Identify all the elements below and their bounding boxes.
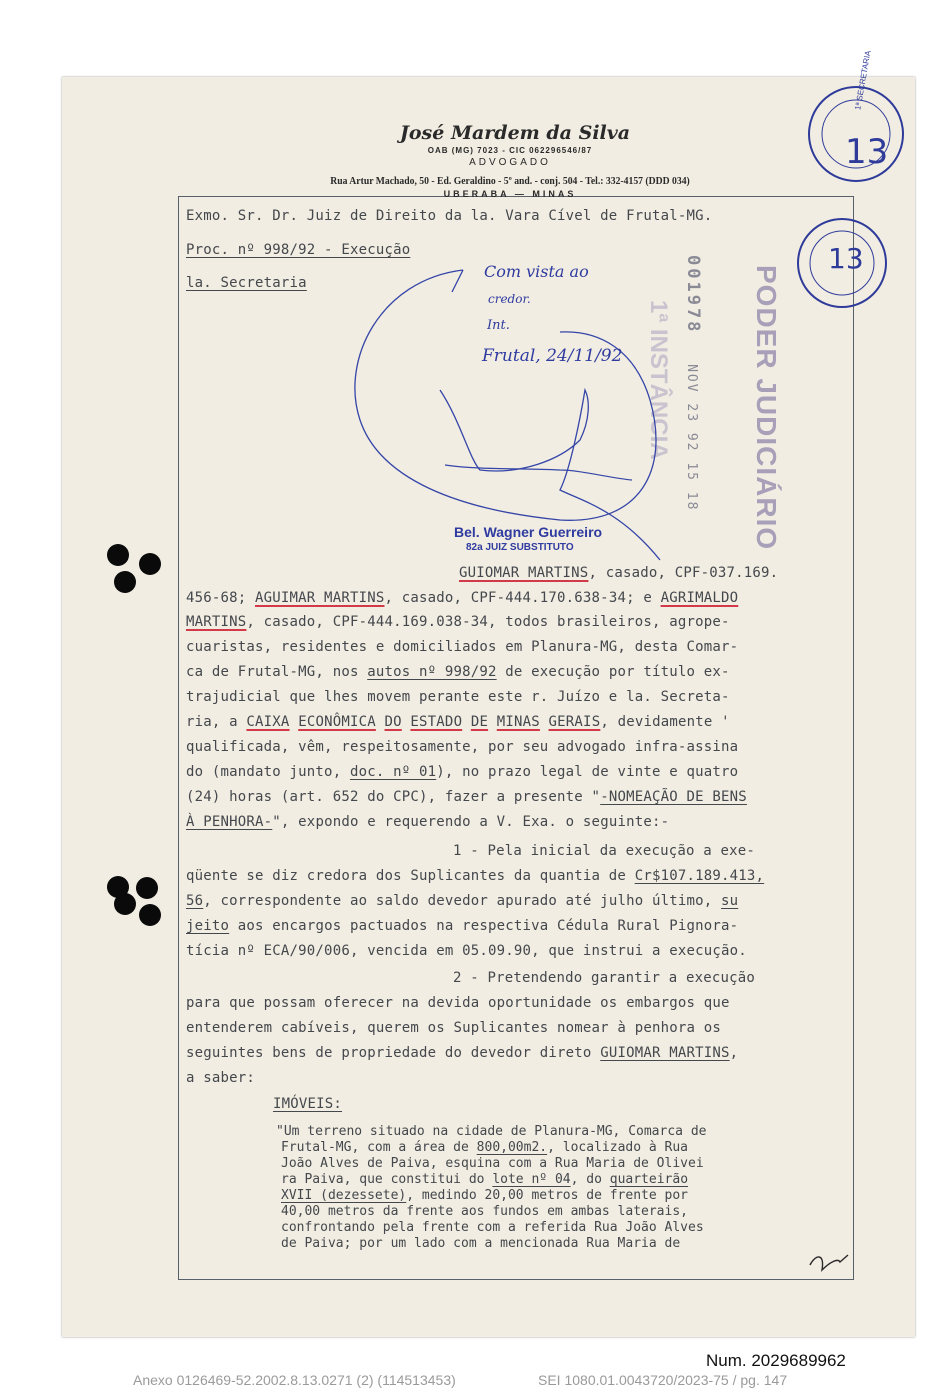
body-line: a saber: [186, 1070, 256, 1086]
dispatch-line: Int. [487, 318, 510, 333]
protocol-date: NOV 23 92 15 18 [684, 364, 699, 512]
dispatch-date: Frutal, 24/11/92 [482, 346, 623, 366]
body-line: ca de Frutal-MG, nos autos nº 998/92 de execução por título ex- [186, 664, 730, 680]
dispatch-line: Com vista ao [484, 262, 589, 281]
quote-line: Frutal-MG, com a área de 800,00m2., localizado à Rua [281, 1140, 689, 1155]
body-line: para que possam oferecer na devida oportunidade os embargos que [186, 995, 730, 1011]
body-line: 1 - Pela inicial da execução a exe- [453, 843, 756, 859]
punch-hole [139, 553, 161, 575]
punch-hole [139, 904, 161, 926]
svg-text:1ª SECRETARIA: 1ª SECRETARIA [853, 49, 873, 111]
body-line: seguintes bens de propriedade do devedor direto GUIOMAR MARTINS, [186, 1045, 739, 1061]
document-number: Num. 2029689962 [706, 1351, 846, 1370]
body-line: do (mandato junto, doc. nº 01), no prazo legal de vinte e quatro [186, 764, 739, 780]
letterhead-registration: OAB (MG) 7023 - CIC 062296546/87 [427, 146, 593, 155]
quote-line: João Alves de Paiva, esquina com a Rua Maria de Olivei [281, 1156, 704, 1171]
letterhead-address: Rua Artur Machado, 50 - Ed. Geraldino - 5º and. - conj. 504 - Tel.: 332-4157 (DDD 034) [330, 175, 690, 187]
process-number: Proc. nº 998/92 - Execução [186, 242, 411, 258]
body-line: GUIOMAR MARTINS, casado, CPF-037.169. [459, 565, 779, 581]
court-stamp: PODER JUDICIÁRIO [751, 265, 782, 551]
addressee: Exmo. Sr. Dr. Juiz de Direito da la. Vara Cível de Frutal-MG. [186, 208, 713, 224]
body-line: trajudicial que lhes movem perante este r. Juízo e la. Secreta- [186, 689, 730, 705]
letterhead-city: UBERABA — MINAS [443, 189, 577, 199]
seal-page-number: 13 [828, 242, 864, 275]
quote-line: confrontando pela frente com a referida Rua João Alves [281, 1220, 704, 1235]
body-line: jeito aos encargos pactuados na respectiva Cédula Rural Pignora- [186, 918, 739, 934]
judge-name: Bel. Wagner Guerreiro [454, 524, 603, 540]
quote-line: XVII (dezessete), medindo 20,00 metros de frente por [281, 1188, 688, 1203]
body-line: À PENHORA-", expondo e requerendo a V. Exa. o seguinte:- [186, 814, 670, 830]
punch-hole [114, 571, 136, 593]
dispatch-line: credor. [488, 292, 531, 306]
letterhead-name: José Mardem da Silva [399, 122, 631, 144]
body-line: 56, correspondente ao saldo devedor apurado até julho último, su [186, 893, 739, 909]
sei-reference: SEI 1080.01.0043720/2023-75 / pg. 147 [538, 1372, 788, 1388]
body-line: cuaristas, residentes e domiciliados em Planura-MG, desta Comar- [186, 639, 739, 655]
body-line: ria, a CAIXA ECONÔMICA DO ESTADO DE MINAS GERAIS, devidamente ' [186, 714, 730, 730]
body-line: 456-68; AGUIMAR MARTINS, casado, CPF-444.170.638-34; e AGRIMALDO [186, 590, 739, 606]
body-line: qüente se diz credora dos Suplicantes da quantia de Cr$107.189.413, [186, 868, 765, 884]
body-line: 2 - Pretendendo garantir a execução [453, 970, 756, 986]
quote-line: "Um terreno situado na cidade de Planura-MG, Comarca de [276, 1124, 707, 1139]
instance-stamp: 1ª INSTÂNCIA [645, 300, 672, 460]
quote-line: 40,00 metros da frente aos fundos em ambas laterais, [281, 1204, 688, 1219]
secretaria: la. Secretaria [186, 275, 307, 291]
body-line: entenderem cabíveis, querem os Suplicantes nomear à penhora os [186, 1020, 721, 1036]
section-heading: IMÓVEIS: [273, 1096, 343, 1112]
punch-hole [136, 877, 158, 899]
body-line: qualificada, vêm, respeitosamente, por seu advogado infra-assina [186, 739, 739, 755]
quote-line: ra Paiva, que constitui do lote nº 04, do quarteirão [281, 1172, 689, 1187]
quote-line: de Paiva; por um lado com a mencionada Rua Maria de [281, 1236, 681, 1251]
body-line: MARTINS, casado, CPF-444.169.038-34, todos brasileiros, agrope- [186, 614, 730, 630]
letterhead-title: ADVOGADO [469, 157, 551, 168]
protocol-stamp [683, 255, 703, 511]
body-line: (24) horas (art. 652 do CPC), fazer a presente "-NOMEAÇÃO DE BENS [186, 789, 747, 805]
judge-title: 82a JUIZ SUBSTITUTO [466, 542, 574, 553]
punch-hole [107, 544, 129, 566]
punch-hole [114, 893, 136, 915]
body-line: tícia nº ECA/90/006, vencida em 05.09.90, que instrui a execução. [186, 943, 747, 959]
seal-page-number: 13 [845, 132, 889, 172]
annex-reference: Anexo 0126469-52.2002.8.13.0271 (2) (114513453) [133, 1372, 456, 1388]
protocol-number: 001978 [683, 255, 703, 335]
